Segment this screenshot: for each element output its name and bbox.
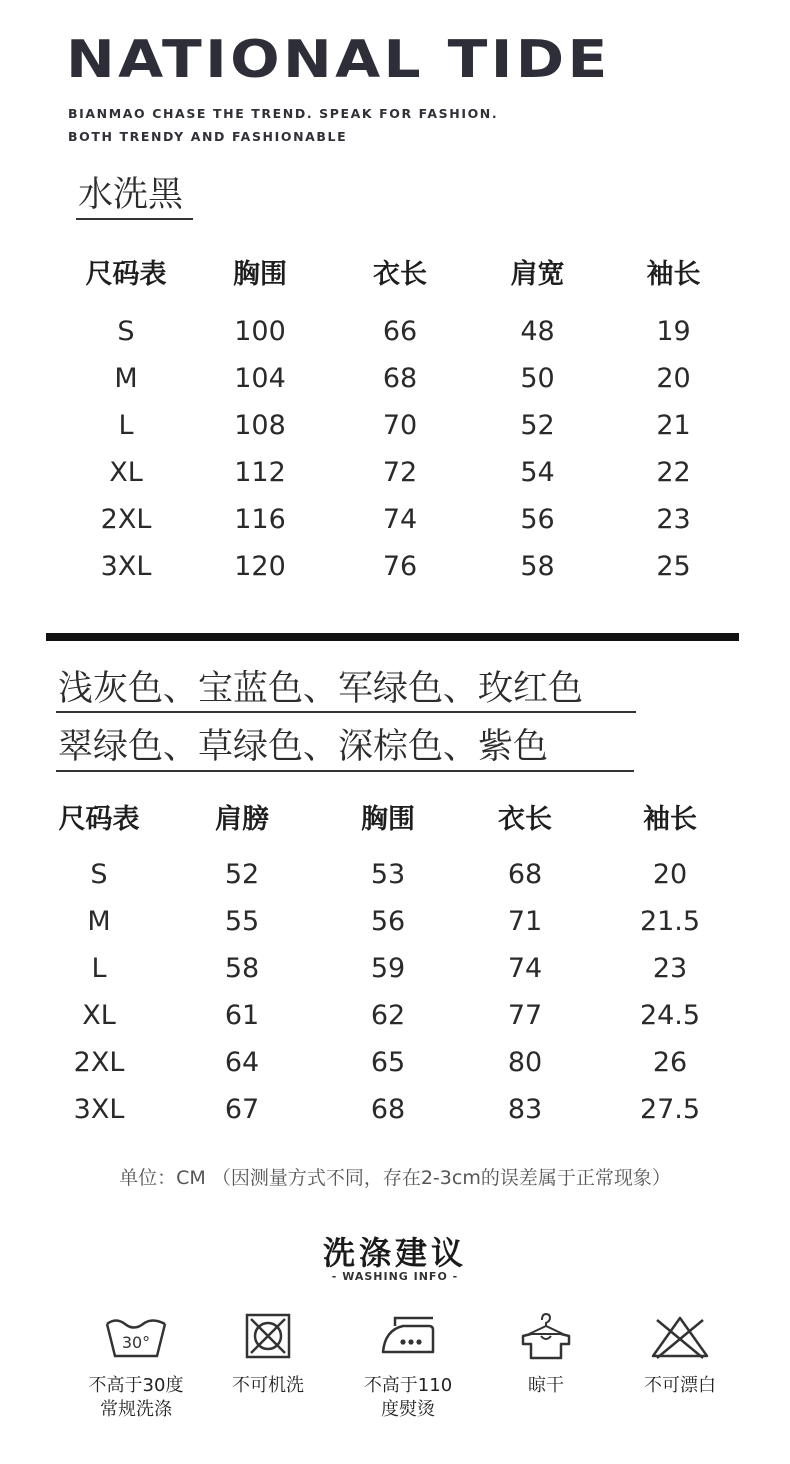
color-list-underline1 xyxy=(56,711,636,713)
value-cell: 52 xyxy=(520,410,555,441)
care-item-hang-dry xyxy=(476,1312,616,1398)
value-cell: 68 xyxy=(382,363,418,394)
no-bleach-icon xyxy=(645,1312,715,1362)
value-cell: 24.5 xyxy=(639,1000,701,1031)
value-cell: 21 xyxy=(656,410,691,441)
value-cell: 48 xyxy=(520,316,555,347)
care-label: 晾干 xyxy=(528,1375,564,1396)
size-cell: 2XL xyxy=(73,1047,125,1078)
value-cell: 52 xyxy=(224,859,260,890)
iron-icon xyxy=(373,1312,443,1362)
value-cell: 62 xyxy=(370,1000,406,1031)
washing-title: 洗涤建议 xyxy=(322,1234,467,1272)
size-table-1-header xyxy=(62,248,742,294)
value-cell: 104 xyxy=(234,363,286,394)
value-cell: 66 xyxy=(382,316,418,347)
value-cell: 68 xyxy=(370,1094,406,1125)
value-cell: 23 xyxy=(652,953,688,984)
wash-30-icon xyxy=(101,1312,171,1362)
header-sleeve: 袖长 xyxy=(643,803,697,835)
care-label: 不可漂白 xyxy=(644,1375,716,1396)
header-chest: 胸围 xyxy=(233,258,287,290)
value-cell: 120 xyxy=(234,551,286,582)
value-cell: 116 xyxy=(234,504,286,535)
care-item-wash-30 xyxy=(66,1312,206,1422)
header-length: 衣长 xyxy=(498,803,552,835)
value-cell: 76 xyxy=(382,551,418,582)
value-cell: 54 xyxy=(520,457,555,488)
value-cell: 20 xyxy=(652,859,688,890)
color-list-line1: 浅灰色、宝蓝色、军绿色、玫红色 xyxy=(58,669,584,709)
value-cell: 55 xyxy=(224,906,260,937)
value-cell: 67 xyxy=(224,1094,260,1125)
table-row xyxy=(40,992,740,1039)
value-cell: 80 xyxy=(507,1047,543,1078)
table-row xyxy=(40,1086,740,1133)
value-cell: 50 xyxy=(520,363,555,394)
table-row xyxy=(40,898,740,945)
value-cell: 100 xyxy=(234,316,286,347)
care-item-no-machine-wash xyxy=(198,1312,338,1398)
value-cell: 23 xyxy=(656,504,691,535)
size-cell: 3XL xyxy=(100,551,152,582)
size-table-2-header xyxy=(40,793,740,839)
value-cell: 58 xyxy=(224,953,260,984)
size-cell: S xyxy=(117,316,135,347)
value-cell: 56 xyxy=(370,906,406,937)
value-cell: 74 xyxy=(382,504,418,535)
care-label: 不可机洗 xyxy=(232,1375,304,1396)
value-cell: 22 xyxy=(656,457,691,488)
size-cell: 2XL xyxy=(100,504,152,535)
care-item-iron xyxy=(338,1312,478,1422)
table-row xyxy=(40,851,740,898)
section-divider xyxy=(46,633,739,641)
value-cell: 83 xyxy=(507,1094,543,1125)
value-cell: 58 xyxy=(520,551,555,582)
no-machine-wash-icon xyxy=(233,1312,303,1362)
color-list-line2: 翠绿色、草绿色、深棕色、紫色 xyxy=(58,727,549,767)
value-cell: 64 xyxy=(224,1047,260,1078)
header-size: 尺码表 xyxy=(85,258,167,290)
table-row xyxy=(40,945,740,992)
washing-subtitle: - WASHING INFO - xyxy=(331,1270,459,1283)
size-cell: XL xyxy=(82,1000,116,1031)
header-chest: 胸围 xyxy=(361,803,415,835)
value-cell: 21.5 xyxy=(639,906,701,937)
table-row xyxy=(62,308,742,355)
header-length: 衣长 xyxy=(373,258,427,290)
unit-note: 单位：CM （因测量方式不同，存在2-3cm的误差属于正常现象） xyxy=(119,1167,671,1189)
size-cell: L xyxy=(118,410,134,441)
header-shoulder: 肩膀 xyxy=(215,803,269,835)
brand-subtitle-line1: BIANMAO CHASE THE TREND. SPEAK FOR FASHION. xyxy=(68,106,499,121)
value-cell: 53 xyxy=(370,859,406,890)
value-cell: 68 xyxy=(507,859,543,890)
color-title-washed-black: 水洗黑 xyxy=(78,175,184,215)
header-size: 尺码表 xyxy=(58,803,140,835)
care-label: 不高于30度 常规洗涤 xyxy=(88,1375,184,1420)
value-cell: 20 xyxy=(656,363,691,394)
value-cell: 71 xyxy=(507,906,543,937)
value-cell: 72 xyxy=(382,457,418,488)
value-cell: 70 xyxy=(382,410,418,441)
size-cell: S xyxy=(90,859,108,890)
size-cell: 3XL xyxy=(73,1094,125,1125)
brand-subtitle-line2: BOTH TRENDY AND FASHIONABLE xyxy=(68,129,348,144)
size-table-2 xyxy=(40,793,740,1133)
size-cell: M xyxy=(114,363,138,394)
header-sleeve: 袖长 xyxy=(646,258,701,290)
value-cell: 74 xyxy=(507,953,543,984)
table-row xyxy=(62,496,742,543)
table-row xyxy=(62,543,742,590)
value-cell: 108 xyxy=(234,410,286,441)
value-cell: 27.5 xyxy=(639,1094,701,1125)
value-cell: 56 xyxy=(520,504,555,535)
size-table-1 xyxy=(62,248,742,590)
hang-dry-icon xyxy=(511,1312,581,1362)
value-cell: 112 xyxy=(234,457,286,488)
brand-title: NATIONAL TIDE xyxy=(66,30,611,90)
table-row xyxy=(62,449,742,496)
table-row xyxy=(62,355,742,402)
color-title-underline xyxy=(76,218,193,220)
value-cell: 26 xyxy=(652,1047,688,1078)
value-cell: 77 xyxy=(507,1000,543,1031)
value-cell: 61 xyxy=(224,1000,260,1031)
color-list-underline2 xyxy=(56,770,634,772)
wash-temp-label: 30° xyxy=(121,1333,151,1352)
table-row xyxy=(40,1039,740,1086)
value-cell: 65 xyxy=(370,1047,406,1078)
header-shoulder: 肩宽 xyxy=(510,258,565,290)
table-row xyxy=(62,402,742,449)
size-cell: L xyxy=(91,953,107,984)
value-cell: 59 xyxy=(370,953,406,984)
care-item-no-bleach xyxy=(610,1312,750,1398)
size-cell: XL xyxy=(109,457,143,488)
care-label: 不高于110 度熨烫 xyxy=(363,1375,453,1420)
value-cell: 19 xyxy=(656,316,691,347)
value-cell: 25 xyxy=(656,551,691,582)
size-cell: M xyxy=(87,906,111,937)
